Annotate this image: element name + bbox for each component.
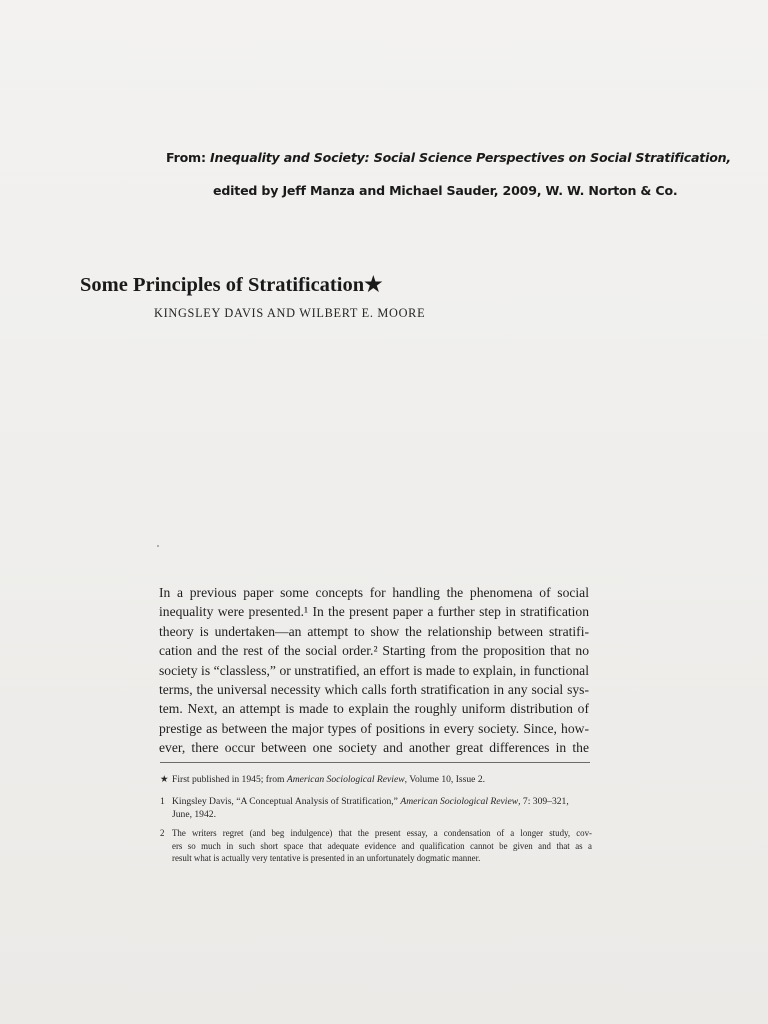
footnote-mark: 1 <box>160 796 165 807</box>
footnote-1 <box>160 795 592 821</box>
footnote-2 <box>160 827 592 865</box>
body-line: society is “classless,” or unstratified, an effort is made to explain, in functional <box>159 662 589 678</box>
article-authors: KINGSLEY DAVIS AND WILBERT E. MOORE <box>154 306 426 320</box>
source-book-title: Inequality and Society: Social Science Perspectives on Social Stratification, <box>210 150 732 165</box>
footnote-text <box>172 795 592 808</box>
footnotes <box>160 773 592 871</box>
body-line: cation and the rest of the social order.² Starting from the proposition that no <box>159 643 589 659</box>
body-line: In a previous paper some concepts for handling the phenomena of social <box>159 585 589 600</box>
footnote-text: result what is actually very tentative is presented in an unfortunately dogmatic manner. <box>172 853 481 864</box>
footnote-text: June, 1942. <box>172 809 216 820</box>
footnote-divider <box>160 762 590 763</box>
footnote-text-part: , Volume 10, Issue 2. <box>404 774 486 785</box>
body-line: tem. Next, an attempt is made to explain the roughly uniform distribution of <box>159 701 589 717</box>
footnote-mark: ★ <box>160 774 169 785</box>
footnote-star <box>160 773 592 786</box>
footnote-text-part: , 7: 309–321, <box>518 796 569 807</box>
source-citation-line-1 <box>166 150 731 165</box>
journal-name: American Sociological Review <box>286 774 405 785</box>
source-prefix: From: <box>166 150 211 165</box>
footnote-text: ers so much in such short space that adequate evidence and qualification cannot be given and that as a <box>172 840 592 851</box>
footnote-text-part: First published in 1945; from <box>172 774 287 785</box>
body-paragraph <box>159 583 589 758</box>
footnote-text: The writers regret (and beg indulgence) that the present essay, a condensation of a longer study, cov- <box>172 828 592 838</box>
footnote-text <box>172 773 592 786</box>
footnote-text-part: Kingsley Davis, “A Conceptual Analysis of Stratification,” <box>172 796 401 807</box>
body-line: prestige as between the major types of positions in every society. Since, how- <box>159 720 589 736</box>
article-title: Some Principles of Stratification★ <box>80 274 383 296</box>
scan-speck <box>157 545 159 547</box>
body-line: inequality were presented.¹ In the present paper a further step in stratification <box>159 604 589 620</box>
source-citation-line-2: edited by Jeff Manza and Michael Sauder, 2009, W. W. Norton & Co. <box>213 183 678 198</box>
body-line: terms, the universal necessity which calls forth stratification in any social sys- <box>159 682 589 698</box>
journal-name: American Sociological Review <box>400 796 519 807</box>
body-line: theory is undertaken—an attempt to show the relationship between stratifi- <box>159 623 589 639</box>
footnote-mark: 2 <box>160 828 165 838</box>
body-line: ever, there occur between one society and another great differences in the <box>159 740 589 756</box>
